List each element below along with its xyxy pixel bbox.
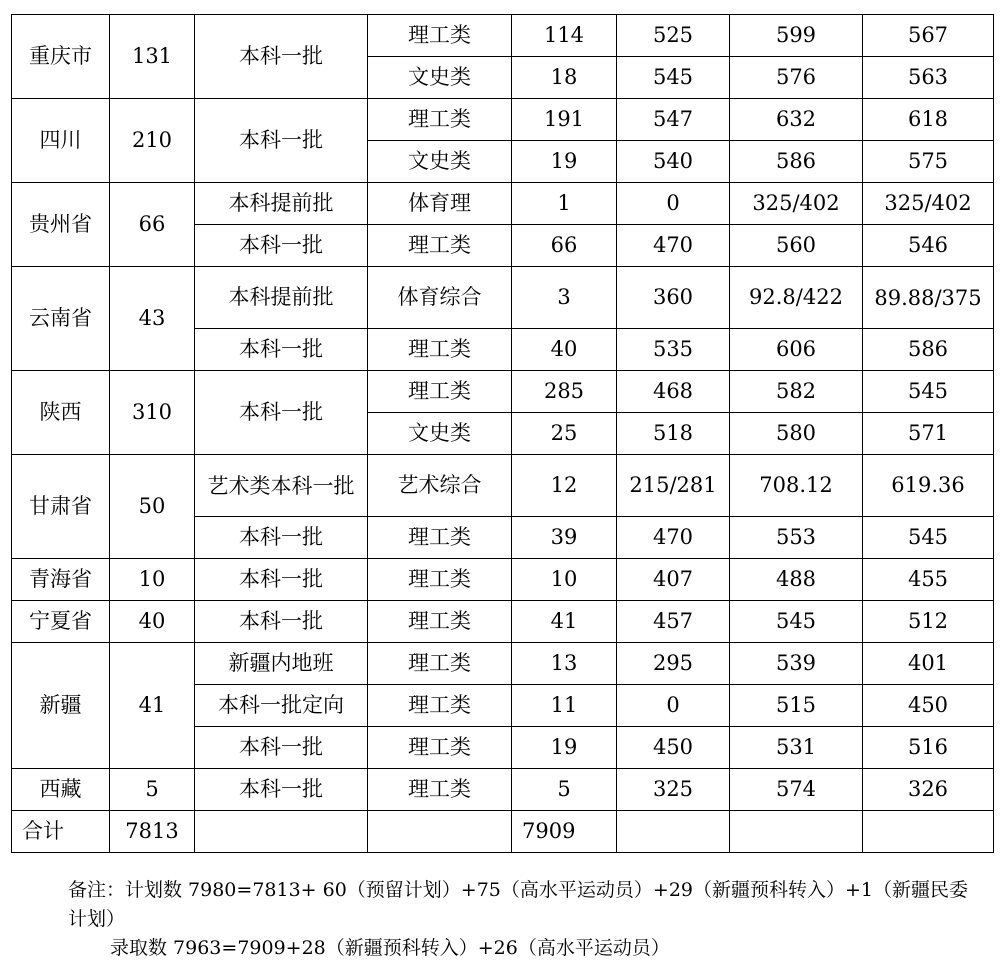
category-cell: 理工类 — [368, 769, 512, 811]
min-score-cell: 575 — [863, 141, 994, 183]
batch-cell: 本科提前批 — [195, 267, 368, 329]
plan-count-cell: 131 — [110, 15, 195, 99]
province-cell: 西藏 — [12, 769, 110, 811]
category-cell: 理工类 — [368, 99, 512, 141]
max-score-cell: 582 — [730, 371, 863, 413]
plan-count-cell: 40 — [110, 601, 195, 643]
province-cell: 宁夏省 — [12, 601, 110, 643]
province-cell: 青海省 — [12, 559, 110, 601]
min-score-cell: 326 — [863, 769, 994, 811]
category-cell: 理工类 — [368, 601, 512, 643]
batch-cell: 本科一批 — [195, 329, 368, 371]
category-cell: 理工类 — [368, 643, 512, 685]
table-row — [12, 559, 994, 601]
batch-cell: 本科一批 — [195, 99, 368, 183]
admitted-cell: 10 — [512, 559, 617, 601]
empty-cell — [195, 811, 368, 853]
admitted-cell: 39 — [512, 517, 617, 559]
min-score-cell: 619.36 — [863, 455, 994, 517]
control-line-cell: 215/281 — [617, 455, 730, 517]
max-score-cell: 553 — [730, 517, 863, 559]
max-score-cell: 574 — [730, 769, 863, 811]
admitted-cell: 5 — [512, 769, 617, 811]
max-score-cell: 545 — [730, 601, 863, 643]
batch-cell: 本科一批 — [195, 517, 368, 559]
table-row — [12, 769, 994, 811]
control-line-cell: 525 — [617, 15, 730, 57]
category-cell: 理工类 — [368, 727, 512, 769]
plan-count-cell: 210 — [110, 99, 195, 183]
province-cell: 甘肃省 — [12, 455, 110, 559]
table-row — [12, 601, 994, 643]
min-score-cell: 586 — [863, 329, 994, 371]
admitted-cell: 1 — [512, 183, 617, 225]
plan-count-cell: 50 — [110, 455, 195, 559]
admitted-cell: 13 — [512, 643, 617, 685]
total-admitted-cell: 7909 — [512, 811, 617, 853]
control-line-cell: 407 — [617, 559, 730, 601]
batch-cell: 本科一批定向 — [195, 685, 368, 727]
min-score-cell: 455 — [863, 559, 994, 601]
min-score-cell: 545 — [863, 371, 994, 413]
control-line-cell: 535 — [617, 329, 730, 371]
max-score-cell: 599 — [730, 15, 863, 57]
admitted-cell: 285 — [512, 371, 617, 413]
plan-count-cell: 41 — [110, 643, 195, 769]
table-row — [12, 183, 994, 225]
control-line-cell: 470 — [617, 225, 730, 267]
province-cell: 四川 — [12, 99, 110, 183]
plan-count-cell: 5 — [110, 769, 195, 811]
min-score-cell: 325/402 — [863, 183, 994, 225]
table-row — [12, 643, 994, 685]
batch-cell: 本科一批 — [195, 559, 368, 601]
control-line-cell: 325 — [617, 769, 730, 811]
max-score-cell: 515 — [730, 685, 863, 727]
min-score-cell: 563 — [863, 57, 994, 99]
admitted-cell: 11 — [512, 685, 617, 727]
control-line-cell: 545 — [617, 57, 730, 99]
batch-cell: 本科一批 — [195, 601, 368, 643]
total-label-cell: 合计 — [12, 811, 110, 853]
batch-cell: 本科一批 — [195, 15, 368, 99]
category-cell: 体育综合 — [368, 267, 512, 329]
control-line-cell: 0 — [617, 183, 730, 225]
max-score-cell: 560 — [730, 225, 863, 267]
batch-cell: 本科一批 — [195, 371, 368, 455]
total-plan-cell: 7813 — [110, 811, 195, 853]
max-score-cell: 606 — [730, 329, 863, 371]
table-row — [12, 99, 994, 141]
empty-cell — [730, 811, 863, 853]
admitted-cell: 66 — [512, 225, 617, 267]
category-cell: 文史类 — [368, 57, 512, 99]
category-cell: 体育理 — [368, 183, 512, 225]
batch-cell: 新疆内地班 — [195, 643, 368, 685]
category-cell: 理工类 — [368, 15, 512, 57]
table-row — [12, 371, 994, 413]
control-line-cell: 470 — [617, 517, 730, 559]
max-score-cell: 708.12 — [730, 455, 863, 517]
province-cell: 贵州省 — [12, 183, 110, 267]
province-cell: 重庆市 — [12, 15, 110, 99]
admitted-cell: 3 — [512, 267, 617, 329]
category-cell: 理工类 — [368, 685, 512, 727]
batch-cell: 艺术类本科一批 — [195, 455, 368, 517]
control-line-cell: 547 — [617, 99, 730, 141]
min-score-cell: 89.88/375 — [863, 267, 994, 329]
batch-cell: 本科一批 — [195, 727, 368, 769]
min-score-cell: 516 — [863, 727, 994, 769]
admitted-cell: 19 — [512, 141, 617, 183]
remark-plan: 备注：计划数 7980=7813+ 60（预留计划）+75（高水平运动员）+29（新疆预科转入）+1（新疆民委计划） — [68, 879, 969, 930]
min-score-cell: 618 — [863, 99, 994, 141]
category-cell: 理工类 — [368, 517, 512, 559]
province-cell: 陕西 — [12, 371, 110, 455]
admitted-cell: 25 — [512, 413, 617, 455]
control-line-cell: 0 — [617, 685, 730, 727]
max-score-cell: 92.8/422 — [730, 267, 863, 329]
category-cell: 理工类 — [368, 225, 512, 267]
control-line-cell: 468 — [617, 371, 730, 413]
remarks — [68, 876, 968, 963]
admission-table — [11, 14, 994, 853]
min-score-cell: 450 — [863, 685, 994, 727]
category-cell: 理工类 — [368, 559, 512, 601]
remark-admitted: 录取数 7963=7909+28（新疆预科转入）+26（高水平运动员） — [110, 937, 670, 959]
max-score-cell: 488 — [730, 559, 863, 601]
batch-cell: 本科提前批 — [195, 183, 368, 225]
min-score-cell: 545 — [863, 517, 994, 559]
max-score-cell: 580 — [730, 413, 863, 455]
empty-cell — [617, 811, 730, 853]
category-cell: 文史类 — [368, 141, 512, 183]
admitted-cell: 191 — [512, 99, 617, 141]
table-row — [12, 267, 994, 329]
admitted-cell: 40 — [512, 329, 617, 371]
empty-cell — [368, 811, 512, 853]
batch-cell: 本科一批 — [195, 225, 368, 267]
min-score-cell: 401 — [863, 643, 994, 685]
admitted-cell: 19 — [512, 727, 617, 769]
control-line-cell: 457 — [617, 601, 730, 643]
min-score-cell: 567 — [863, 15, 994, 57]
control-line-cell: 360 — [617, 267, 730, 329]
admitted-cell: 12 — [512, 455, 617, 517]
plan-count-cell: 43 — [110, 267, 195, 371]
plan-count-cell: 310 — [110, 371, 195, 455]
table-row — [12, 15, 994, 57]
min-score-cell: 546 — [863, 225, 994, 267]
admitted-cell: 114 — [512, 15, 617, 57]
empty-cell — [863, 811, 994, 853]
category-cell: 艺术综合 — [368, 455, 512, 517]
max-score-cell: 325/402 — [730, 183, 863, 225]
control-line-cell: 295 — [617, 643, 730, 685]
province-cell: 新疆 — [12, 643, 110, 769]
plan-count-cell: 66 — [110, 183, 195, 267]
max-score-cell: 539 — [730, 643, 863, 685]
total-row — [12, 811, 994, 853]
max-score-cell: 586 — [730, 141, 863, 183]
admitted-cell: 18 — [512, 57, 617, 99]
max-score-cell: 576 — [730, 57, 863, 99]
category-cell: 理工类 — [368, 371, 512, 413]
control-line-cell: 540 — [617, 141, 730, 183]
plan-count-cell: 10 — [110, 559, 195, 601]
batch-cell: 本科一批 — [195, 769, 368, 811]
max-score-cell: 632 — [730, 99, 863, 141]
category-cell: 文史类 — [368, 413, 512, 455]
table-row — [12, 455, 994, 517]
max-score-cell: 531 — [730, 727, 863, 769]
province-cell: 云南省 — [12, 267, 110, 371]
min-score-cell: 512 — [863, 601, 994, 643]
control-line-cell: 450 — [617, 727, 730, 769]
admitted-cell: 41 — [512, 601, 617, 643]
control-line-cell: 518 — [617, 413, 730, 455]
category-cell: 理工类 — [368, 329, 512, 371]
min-score-cell: 571 — [863, 413, 994, 455]
